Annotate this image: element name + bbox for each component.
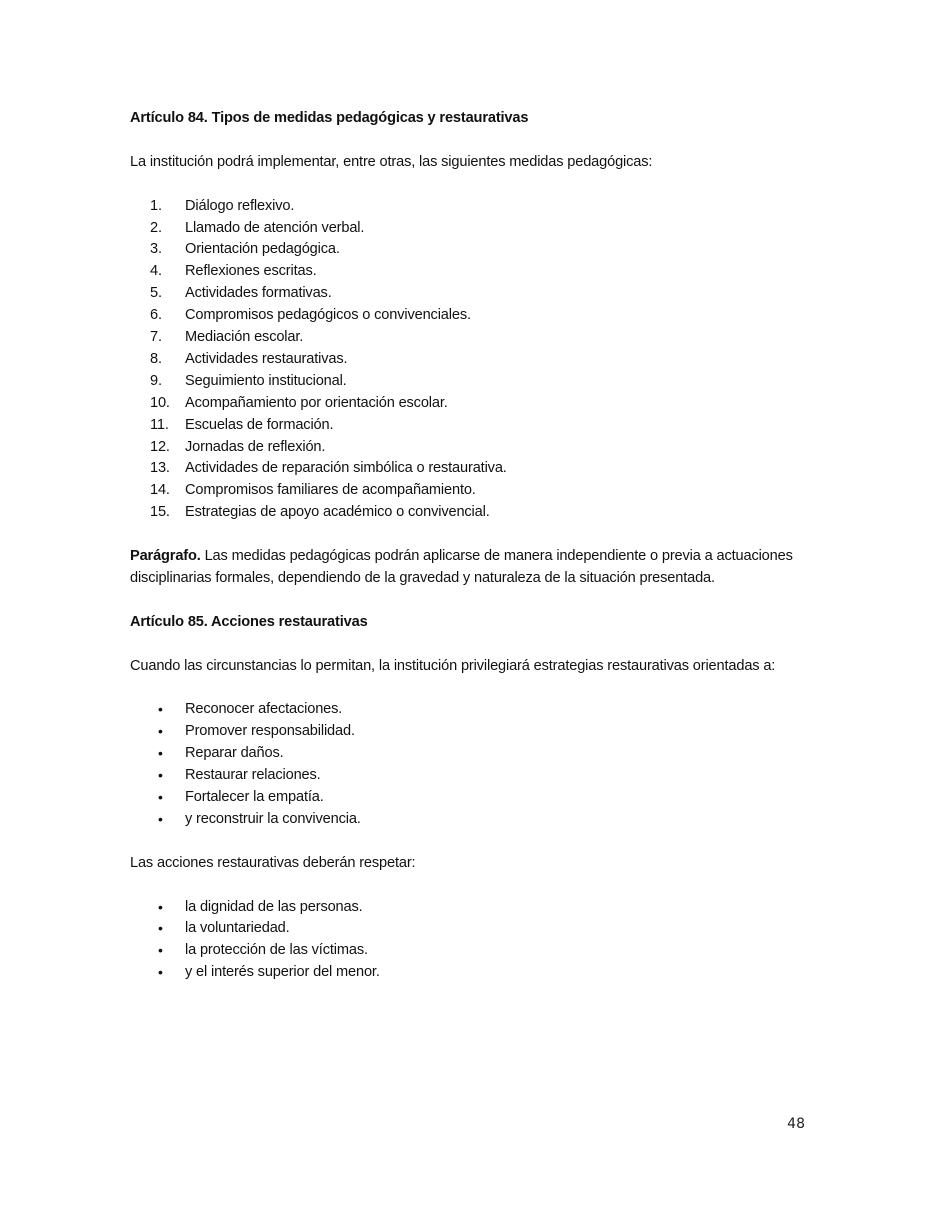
page-number: 48 (787, 1116, 805, 1132)
list-item (130, 261, 820, 283)
list-number: 5. (150, 285, 162, 302)
list-item-text: la protección de las víctimas. (185, 942, 368, 959)
article-85-intro: Cuando las circunstancias lo permitan, la institución privilegiará estrategias restaurativas orientadas a: (130, 657, 776, 674)
list-item (130, 283, 820, 305)
list-item-text: la dignidad de las personas. (185, 898, 363, 915)
page-content (130, 108, 820, 1006)
list-item (130, 897, 820, 919)
list-item (130, 437, 820, 459)
bullet-icon: • (158, 789, 163, 805)
list-number: 11. (150, 416, 169, 433)
respect-intro: Las acciones restaurativas deberán respetar: (130, 854, 416, 871)
list-item (130, 393, 820, 415)
list-item-text: Escuelas de formación. (185, 416, 334, 433)
list-item (130, 371, 820, 393)
list-number: 14. (150, 482, 170, 499)
list-item (130, 787, 820, 809)
paragrafo (130, 546, 820, 590)
bullet-icon: • (158, 723, 163, 740)
list-item-text: Promover responsabilidad. (185, 723, 355, 740)
list-item (130, 962, 820, 984)
list-number: 7. (150, 329, 162, 346)
list-number: 15. (150, 504, 170, 521)
list-item-text: Llamado de atención verbal. (185, 219, 365, 236)
list-item-text: Orientación pedagógica. (185, 241, 340, 258)
list-item-text: Estrategias de apoyo académico o convivencial. (185, 504, 490, 521)
list-item-text: Mediación escolar. (185, 329, 304, 346)
article-84-intro: La institución podrá implementar, entre otras, las siguientes medidas pedagógicas: (130, 153, 653, 170)
list-item-text: Reconocer afectaciones. (185, 701, 343, 718)
list-number: 10. (150, 394, 170, 411)
pedagogical-measures-list (130, 196, 820, 525)
list-item-text: Diálogo reflexivo. (185, 197, 295, 214)
list-item-text: la voluntariedad. (185, 920, 290, 937)
bullet-icon: • (158, 745, 163, 762)
list-item (130, 458, 820, 480)
list-item (130, 765, 820, 787)
list-number: 8. (150, 350, 162, 367)
restorative-strategies-list (130, 699, 820, 830)
list-item (130, 809, 820, 831)
list-item-text: Reparar daños. (185, 745, 284, 762)
list-item-text: y reconstruir la convivencia. (185, 810, 361, 827)
list-item (130, 721, 820, 743)
bullet-icon: • (158, 898, 163, 915)
list-number: 4. (150, 263, 162, 280)
bullet-icon: • (158, 810, 163, 827)
list-item (130, 327, 820, 349)
list-item (130, 415, 820, 437)
list-item (130, 699, 820, 721)
list-item (130, 743, 820, 765)
list-item (130, 218, 820, 240)
list-number: 13. (150, 460, 170, 477)
bullet-icon: • (158, 920, 163, 937)
list-item-text: Fortalecer la empatía. (185, 789, 324, 805)
list-item-text: Compromisos familiares de acompañamiento. (185, 482, 476, 499)
list-item (130, 502, 820, 524)
list-number: 2. (150, 219, 162, 236)
paragrafo-label: Parágrafo. (130, 548, 201, 565)
list-number: 12. (150, 438, 170, 455)
list-item-text: Acompañamiento por orientación escolar. (185, 394, 448, 411)
list-item-text: Actividades formativas. (185, 285, 332, 302)
list-item (130, 918, 820, 940)
list-number: 9. (150, 372, 162, 389)
list-item-text: Actividades restaurativas. (185, 350, 348, 367)
list-item-text: Seguimiento institucional. (185, 372, 347, 389)
list-item (130, 239, 820, 261)
article-84-heading: Artículo 84. Tipos de medidas pedagógicas y restaurativas (130, 110, 529, 126)
list-item-text: Jornadas de reflexión. (185, 438, 326, 455)
list-number: 3. (150, 241, 162, 258)
article-85-heading: Artículo 85. Acciones restaurativas (130, 613, 368, 630)
list-item-text: Actividades de reparación simbólica o restaurativa. (185, 460, 507, 477)
bullet-icon: • (158, 701, 163, 718)
list-item (130, 940, 820, 962)
list-item (130, 305, 820, 327)
bullet-icon: • (158, 942, 163, 959)
list-number: 1. (150, 197, 162, 214)
list-item (130, 349, 820, 371)
list-item-text: y el interés superior del menor. (185, 964, 380, 981)
list-number: 6. (150, 307, 162, 324)
list-item (130, 196, 820, 218)
bullet-icon: • (158, 964, 163, 981)
list-item (130, 480, 820, 502)
list-item-text: Compromisos pedagógicos o convivenciales. (185, 307, 471, 324)
bullet-icon: • (158, 767, 163, 784)
respect-list (130, 897, 820, 985)
list-item-text: Restaurar relaciones. (185, 767, 321, 784)
list-item-text: Reflexiones escritas. (185, 263, 317, 280)
paragrafo-text: Las medidas pedagógicas podrán aplicarse de manera independiente o previa a actuaciones disciplinarias formales, dependiendo de la gravedad y naturaleza de la situación presentada. (130, 548, 793, 586)
